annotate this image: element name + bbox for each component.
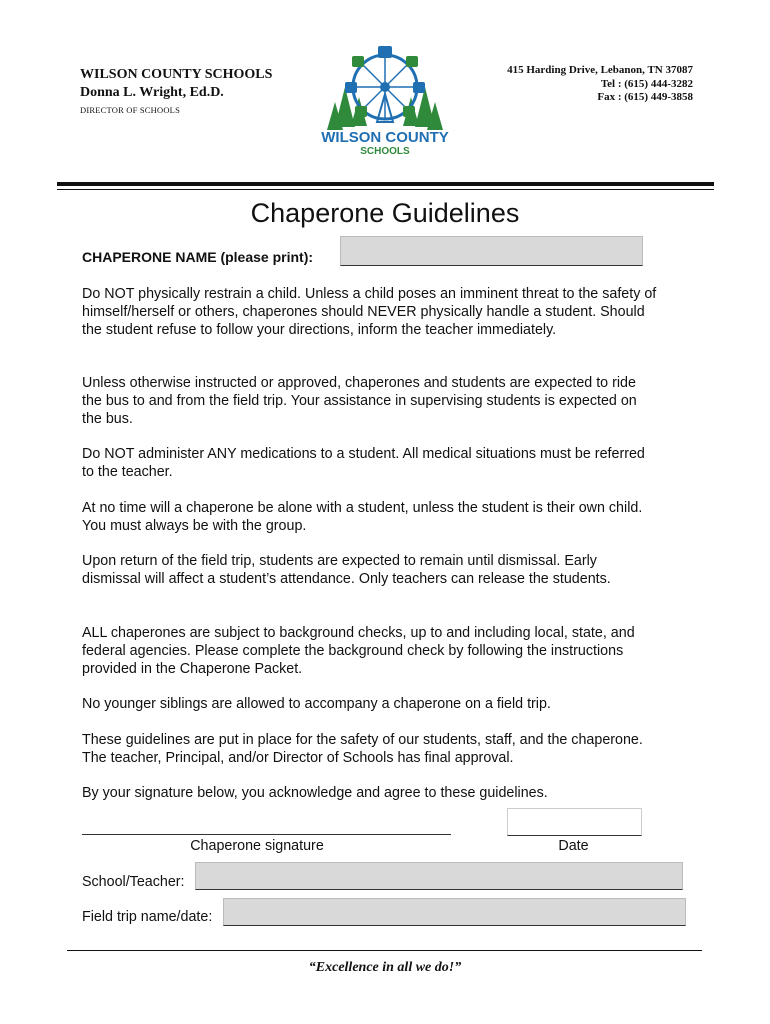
chaperone-name-field[interactable] <box>340 236 643 266</box>
guideline-paragraph: Unless otherwise instructed or approved, chaperones and students are expected to ride the bus to and from the field trip. Your assistance in supervising students is expected on the bus. <box>82 375 637 427</box>
org-name: WILSON COUNTY SCHOOLS <box>80 67 273 82</box>
guideline-paragraph: These guidelines are put in place for the safety of our students, staff, and the chaperone. The teacher, Principal, and/or Director of Schools has final approval. <box>82 732 643 766</box>
field-trip-label: Field trip name/date: <box>82 909 213 925</box>
school-teacher-label: School/Teacher: <box>82 874 185 890</box>
date-caption: Date <box>558 838 589 854</box>
school-logo <box>305 42 465 160</box>
school-teacher-field[interactable] <box>195 862 683 890</box>
header-divider-thick <box>57 182 714 186</box>
guideline-paragraph: ALL chaperones are subject to background checks, up to and including local, state, and federal agencies. Please complete the background check by following the instructions provided in the Chaperone Packet. <box>82 625 635 677</box>
footer-divider <box>67 950 702 951</box>
guideline-paragraph: Upon return of the field trip, students are expected to remain until dismissal. Early dismissal will affect a student’s attendance. Only teachers can release the students. <box>82 553 611 587</box>
guideline-paragraph: Do NOT physically restrain a child. Unless a child poses an imminent threat to the safety of himself/herself or others, chaperones should NEVER physically handle a student. Should the student refuse to follow your directions, inform the teacher immediately. <box>82 286 657 338</box>
motto: “Excellence in all we do!” <box>308 960 462 975</box>
field-trip-field[interactable] <box>223 898 686 926</box>
logo-subtitle: SCHOOLS <box>360 146 410 157</box>
logo-wordmark: WILSON COUNTY <box>321 129 449 146</box>
address: 415 Harding Drive, Lebanon, TN 37087 <box>507 64 693 76</box>
date-field[interactable] <box>507 808 642 836</box>
signature-caption: Chaperone signature <box>190 838 324 854</box>
guideline-paragraph: At no time will a chaperone be alone with a student, unless the student is their own child. You must always be with the group. <box>82 500 643 534</box>
director-name: Donna L. Wright, Ed.D. <box>80 85 224 100</box>
signature-line[interactable] <box>82 834 451 835</box>
guideline-paragraph: By your signature below, you acknowledge and agree to these guidelines. <box>82 785 548 801</box>
letterhead-right <box>507 64 693 105</box>
chaperone-name-label: CHAPERONE NAME (please print): <box>82 249 314 265</box>
telephone: Tel : (615) 444-3282 <box>600 77 693 90</box>
guideline-paragraph: Do NOT administer ANY medications to a student. All medical situations must be referred to the teacher. <box>82 446 645 480</box>
letterhead-left <box>80 66 272 115</box>
director-title: DIRECTOR OF SCHOOLS <box>80 105 180 115</box>
header-divider-thin <box>57 189 714 190</box>
page-title: Chaperone Guidelines <box>250 198 520 228</box>
fax: Fax : (615) 449-3858 <box>597 91 693 103</box>
guideline-paragraph: No younger siblings are allowed to accompany a chaperone on a field trip. <box>82 696 551 712</box>
